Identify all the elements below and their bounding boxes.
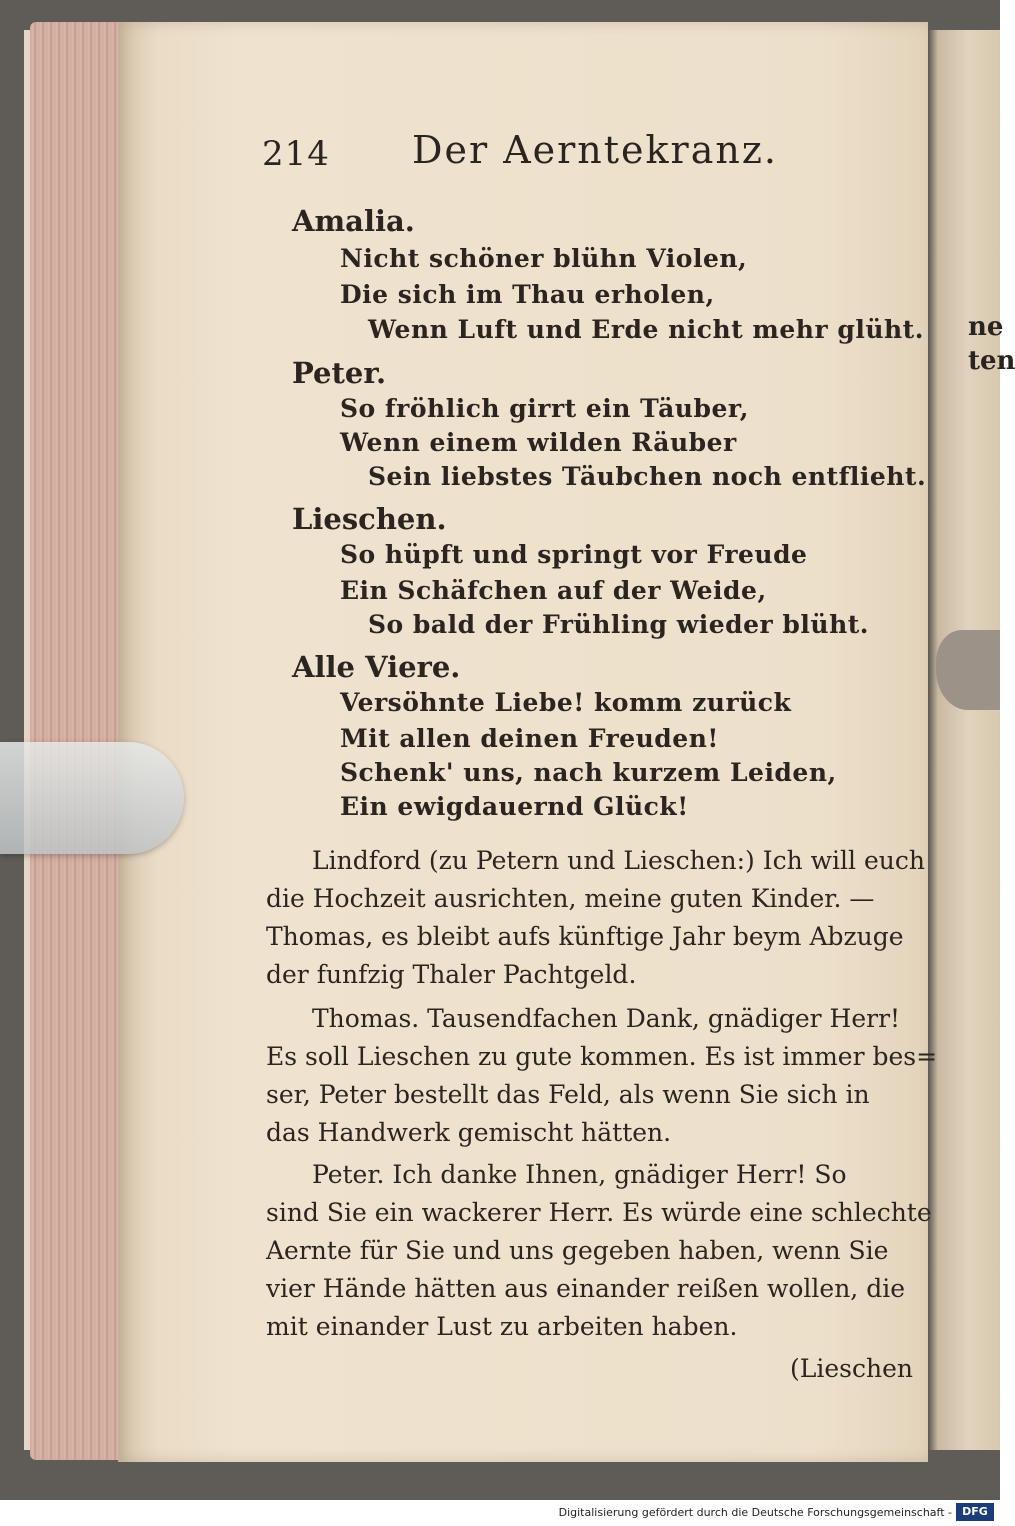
prose-line: die Hochzeit ausrichten, meine guten Kinder. — xyxy=(266,884,875,913)
facing-page-text: ten xyxy=(968,346,1015,376)
dfg-logo: DFG xyxy=(956,1503,994,1521)
prose-line: sind Sie ein wackerer Herr. Es würde eine schlechte xyxy=(266,1198,932,1227)
prose-line: ser, Peter bestellt das Feld, als wenn Sie sich in xyxy=(266,1080,870,1109)
speaker-name: Peter. xyxy=(292,356,387,390)
page-tear xyxy=(936,630,1000,710)
speaker-name: Amalia. xyxy=(292,204,415,238)
verse-line: So fröhlich girrt ein Täuber, xyxy=(340,394,749,423)
page-number: 214 xyxy=(262,134,330,174)
prose-line: das Handwerk gemischt hätten. xyxy=(266,1118,672,1147)
prose-line: Thomas, es bleibt aufs künftige Jahr beym Abzuge xyxy=(266,922,904,951)
prose-line: der funfzig Thaler Pachtgeld. xyxy=(266,960,637,989)
verse-line: Sein liebstes Täubchen noch entflieht. xyxy=(368,462,927,491)
verse-line: Wenn einem wilden Räuber xyxy=(340,428,737,457)
verse-line: Versöhnte Liebe! komm zurück xyxy=(340,688,792,717)
verse-line: So hüpft und springt vor Freude xyxy=(340,540,808,569)
speaker-name: Alle Viere. xyxy=(292,650,461,684)
verse-line: Ein ewigdauernd Glück! xyxy=(340,792,689,821)
facing-page-text: ne xyxy=(968,312,1004,342)
prose-line: Peter. Ich danke Ihnen, gnädiger Herr! So xyxy=(312,1160,847,1189)
verse-line: Wenn Luft und Erde nicht mehr glüht. xyxy=(368,315,924,344)
verse-line: Nicht schöner blühn Violen, xyxy=(340,244,748,273)
verse-line: Ein Schäfchen auf der Weide, xyxy=(340,576,767,605)
prose-line: mit einander Lust zu arbeiten haben. xyxy=(266,1312,738,1341)
footer-bar xyxy=(0,1500,1000,1526)
prose-line: vier Hände hätten aus einander reißen wollen, die xyxy=(266,1274,905,1303)
running-title: Der Aerntekranz. xyxy=(412,128,778,172)
prose-line: Lindford (zu Petern und Lieschen:) Ich will euch xyxy=(312,846,925,875)
verse-line: Die sich im Thau erholen, xyxy=(340,280,715,309)
prose-line: Es soll Lieschen zu gute kommen. Es ist immer bes= xyxy=(266,1042,938,1071)
footer-credit: Digitalisierung gefördert durch die Deutsche Forschungsgemeinschaft - xyxy=(558,1506,952,1519)
speaker-name: Lieschen. xyxy=(292,502,447,536)
page-holder-clip xyxy=(0,742,184,854)
verse-line: Mit allen deinen Freuden! xyxy=(340,724,719,753)
prose-line: Thomas. Tausendfachen Dank, gnädiger Herr! xyxy=(312,1004,901,1033)
catchword: (Lieschen xyxy=(790,1354,913,1383)
verse-line: Schenk' uns, nach kurzem Leiden, xyxy=(340,758,837,787)
prose-line: Aernte für Sie und uns gegeben haben, wenn Sie xyxy=(266,1236,889,1265)
verse-line: So bald der Frühling wieder blüht. xyxy=(368,610,870,639)
facing-page xyxy=(928,30,1000,1450)
